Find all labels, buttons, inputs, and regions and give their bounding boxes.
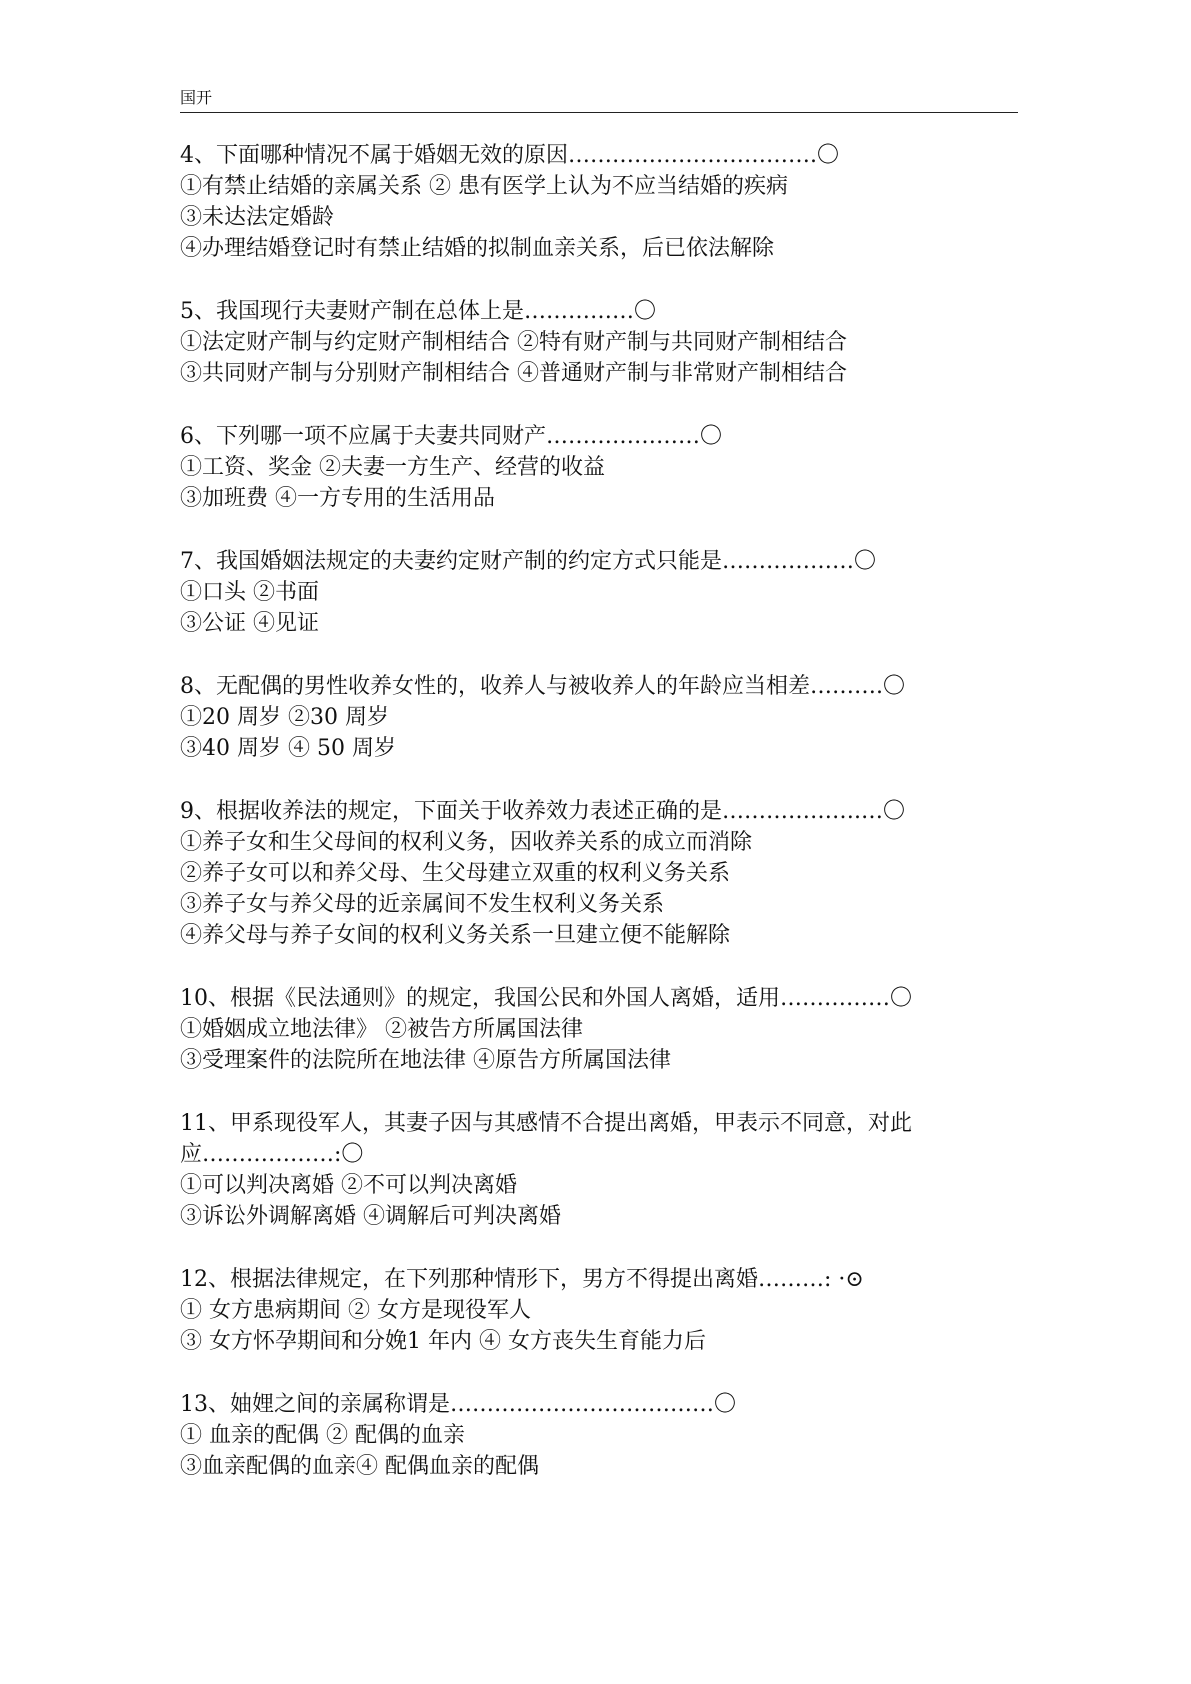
question-option-line: ③养子女与养父母的近亲属间不发生权利义务关系	[180, 892, 665, 917]
question-option-line: ③加班费 ④一方专用的生活用品	[180, 486, 495, 511]
question-option-line: ①口头 ②书面	[180, 580, 319, 605]
question-option-line: 应………………:〇	[180, 1142, 364, 1167]
question-block	[180, 671, 1020, 764]
question-option-line: ③未达法定婚龄	[180, 205, 335, 230]
question-block	[180, 983, 1020, 1076]
question-option-line: ③诉讼外调解离婚 ④调解后可判决离婚	[180, 1204, 561, 1229]
question-stem: 9、根据收养法的规定，下面关于收养效力表述正确的是……………….…〇	[180, 799, 905, 824]
question-stem: 13、妯娌之间的亲属称谓是………………………………〇	[180, 1392, 736, 1417]
question-stem: 6、下列哪一项不应属于夫妻共同财产…………………〇	[180, 424, 722, 449]
question-block	[180, 1108, 1020, 1232]
question-option-line: ①养子女和生父母间的权利义务，因收养关系的成立而消除	[180, 830, 753, 855]
question-stem: 11、甲系现役军人，其妻子因与其感情不合提出离婚，甲表示不同意，对此	[180, 1111, 912, 1136]
question-block	[180, 1389, 1020, 1482]
question-block	[180, 1264, 1020, 1357]
question-block	[180, 296, 1020, 389]
question-block	[180, 796, 1020, 951]
question-stem: 5、我国现行夫妻财产制在总体上是……………〇	[180, 299, 656, 324]
question-list	[180, 140, 1020, 1514]
question-block	[180, 421, 1020, 514]
question-option-line: ①婚姻成立地法律》 ②被告方所属国法律	[180, 1017, 583, 1042]
question-option-line: ③40 周岁 ④ 50 周岁	[180, 736, 396, 761]
question-option-line: ③共同财产制与分别财产制相结合 ④普通财产制与非常财产制相结合	[180, 361, 847, 386]
question-option-line: ④办理结婚登记时有禁止结婚的拟制血亲关系，后已依法解除	[180, 236, 775, 261]
question-option-line: ④养父母与养子女间的权利义务关系一旦建立便不能解除	[180, 923, 731, 948]
page-header	[180, 86, 1018, 113]
question-option-line: ①有禁止结婚的亲属关系 ② 患有医学上认为不应当结婚的疾病	[180, 174, 788, 199]
question-option-line: ③受理案件的法院所在地法律 ④原告方所属国法律	[180, 1048, 671, 1073]
question-option-line: ③公证 ④见证	[180, 611, 319, 636]
question-block	[180, 140, 1020, 264]
question-option-line: ① 女方患病期间 ② 女方是现役军人	[180, 1298, 531, 1323]
question-option-line: ①法定财产制与约定财产制相结合 ②特有财产制与共同财产制相结合	[180, 330, 847, 355]
header-label: 国开	[180, 88, 213, 107]
question-option-line: ③ 女方怀孕期间和分娩1 年内 ④ 女方丧失生育能力后	[180, 1329, 706, 1354]
question-option-line: ①工资、奖金 ②夫妻一方生产、经营的收益	[180, 455, 605, 480]
question-stem: 4、下面哪种情况不属于婚姻无效的原因…………………………….〇	[180, 143, 839, 168]
question-option-line: ①20 周岁 ②30 周岁	[180, 705, 389, 730]
question-stem: 8、无配偶的男性收养女性的，收养人与被收养人的年龄应当相差……….〇	[180, 674, 905, 699]
question-option-line: ②养子女可以和养父母、生父母建立双重的权利义务关系	[180, 861, 731, 886]
question-option-line: ③血亲配偶的血亲④ 配偶血亲的配偶	[180, 1454, 539, 1479]
question-stem: 10、根据《民法通则》的规定，我国公民和外国人离婚，适用……………〇	[180, 986, 912, 1011]
question-stem: 7、我国婚姻法规定的夫妻约定财产制的约定方式只能是………………〇	[180, 549, 876, 574]
question-option-line: ①可以判决离婚 ②不可以判决离婚	[180, 1173, 517, 1198]
question-stem: 12、根据法律规定，在下列那种情形下，男方不得提出离婚………: ·⊙	[180, 1267, 864, 1292]
question-block	[180, 546, 1020, 639]
question-option-line: ① 血亲的配偶 ② 配偶的血亲	[180, 1423, 465, 1448]
